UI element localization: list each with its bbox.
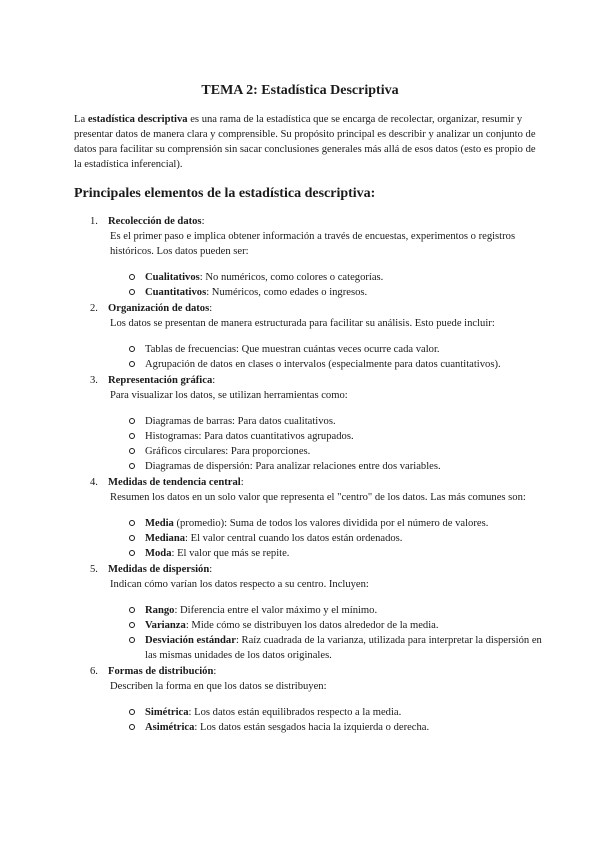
sub-list-item-text: Tablas de frecuencias: Que muestran cuántas veces ocurre cada valor. xyxy=(145,344,440,355)
sub-list-item xyxy=(108,516,544,531)
sub-list-item xyxy=(108,720,544,735)
list-item-description: Indican cómo varían los datos respecto a su centro. Incluyen: xyxy=(110,579,369,590)
intro-text-start: La xyxy=(74,114,88,125)
list-item-description: Los datos se presentan de manera estructurada para facilitar su análisis. Esto puede incluir: xyxy=(110,318,495,329)
circle-bullet-icon xyxy=(129,433,135,439)
circle-bullet-icon xyxy=(129,418,135,424)
list-item-heading-colon: : xyxy=(240,477,244,488)
list-item-number: 4. xyxy=(90,477,98,488)
sub-list xyxy=(108,414,544,474)
list-item-heading xyxy=(108,664,544,679)
sub-list-item-text: : El valor que más se repite. xyxy=(171,548,290,559)
sub-list-item-term: Cualitativos xyxy=(145,272,200,283)
sub-list xyxy=(108,342,544,372)
circle-bullet-icon xyxy=(129,274,135,280)
sub-list-item-term: Desviación estándar xyxy=(145,635,236,646)
list-item-heading xyxy=(108,214,544,229)
circle-bullet-icon xyxy=(129,346,135,352)
list-item xyxy=(74,214,544,300)
sub-list-item xyxy=(108,270,544,285)
list-item-heading-text: Formas de distribución xyxy=(108,666,214,677)
circle-bullet-icon xyxy=(129,448,135,454)
circle-bullet-icon xyxy=(129,289,135,295)
sub-list-item-text: : Numéricos, como edades o ingresos. xyxy=(206,287,368,298)
intro-bold-term: estadística descriptiva xyxy=(87,114,188,125)
sub-list-item-term: Cuantitativos xyxy=(145,287,207,298)
list-item xyxy=(74,562,544,663)
sub-list-item-text: Diagramas de barras: Para datos cualitativos. xyxy=(145,416,336,427)
sub-list-item xyxy=(108,429,544,444)
intro-paragraph xyxy=(74,112,536,172)
sub-list-item-text: : Diferencia entre el valor máximo y el mínimo. xyxy=(174,605,378,616)
sub-list-item-text: Gráficos circulares: Para proporciones. xyxy=(145,446,311,457)
list-item-number: 3. xyxy=(90,375,98,386)
sub-list xyxy=(108,270,544,300)
sub-list xyxy=(108,705,544,735)
sub-list-item xyxy=(108,633,544,663)
circle-bullet-icon xyxy=(129,520,135,526)
sub-list-item-text: : Mide cómo se distribuyen los datos alrededor de la media. xyxy=(185,620,439,631)
intro-text-rest: es una rama de la estadística que se encarga de recolectar, organizar, resumir y presentar datos de manera clara y comprensible. Su propósito principal es describir y analizar un conjunto de datos para facilitar su comprensión sin sacar conclusiones generales más allá de esos datos (esto es propio de la estadística inferencial). xyxy=(74,114,536,170)
list-item xyxy=(74,301,544,372)
sub-list-item-term: Moda xyxy=(145,548,172,559)
sub-list-item-text: Agrupación de datos en clases o intervalos (especialmente para datos cuantitativos). xyxy=(145,359,501,370)
sub-list-item-term: Simétrica xyxy=(145,707,189,718)
elements-list xyxy=(74,214,544,736)
sub-list-item xyxy=(108,357,544,372)
list-item-heading-text: Representación gráfica xyxy=(108,375,213,386)
list-item-number: 1. xyxy=(90,216,98,227)
sub-list-item xyxy=(108,531,544,546)
list-item-heading-text: Organización de datos xyxy=(108,303,210,314)
circle-bullet-icon xyxy=(129,607,135,613)
circle-bullet-icon xyxy=(129,550,135,556)
sub-list-item-term: Asimétrica xyxy=(145,722,195,733)
sub-list-item-text: Diagramas de dispersión: Para analizar relaciones entre dos variables. xyxy=(145,461,441,472)
sub-list-item-term: Rango xyxy=(145,605,175,616)
list-item-heading xyxy=(108,373,544,388)
list-item-heading-colon: : xyxy=(209,564,213,575)
sub-list-item-term: Media xyxy=(145,518,174,529)
sub-list-item-text: : No numéricos, como colores o categorías. xyxy=(199,272,384,283)
sub-list-item-text: : Raíz cuadrada de la varianza, utilizada para interpretar la dispersión en las mismas unidades de los datos originales. xyxy=(145,635,542,661)
circle-bullet-icon xyxy=(129,724,135,730)
list-item-heading-text: Medidas de dispersión xyxy=(108,564,210,575)
sub-list-item xyxy=(108,285,544,300)
sub-list-item-term: Mediana xyxy=(145,533,186,544)
list-item-heading-text: Recolección de datos xyxy=(108,216,202,227)
sub-list-item xyxy=(108,342,544,357)
list-item-heading xyxy=(108,562,544,577)
list-item-heading xyxy=(108,301,544,316)
list-item-description: Para visualizar los datos, se utilizan herramientas como: xyxy=(110,390,348,401)
list-item xyxy=(74,475,544,561)
circle-bullet-icon xyxy=(129,622,135,628)
sub-list xyxy=(108,516,544,561)
sub-list-item-text: : El valor central cuando los datos están ordenados. xyxy=(185,533,403,544)
sub-list-item-text: (promedio): Suma de todos los valores dividida por el número de valores. xyxy=(173,518,489,529)
list-item-description: Es el primer paso e implica obtener información a través de encuestas, experimentos o registros históricos. Los datos pueden ser: xyxy=(110,231,516,257)
list-item-number: 6. xyxy=(90,666,98,677)
circle-bullet-icon xyxy=(129,463,135,469)
sub-list-item-term: Varianza xyxy=(145,620,186,631)
sub-list-item-text: Histogramas: Para datos cuantitativos agrupados. xyxy=(145,431,354,442)
list-item-number: 5. xyxy=(90,564,98,575)
sub-list-item xyxy=(108,603,544,618)
list-item-description: Resumen los datos en un solo valor que representa el "centro" de los datos. Las más comunes son: xyxy=(110,492,526,503)
sub-list-item xyxy=(108,414,544,429)
list-item-number: 2. xyxy=(90,303,98,314)
sub-list-item xyxy=(108,705,544,720)
circle-bullet-icon xyxy=(129,361,135,367)
sub-list-item xyxy=(108,444,544,459)
list-item-heading-colon: : xyxy=(201,216,205,227)
list-item-heading-colon: : xyxy=(213,666,217,677)
sub-list-item xyxy=(108,546,544,561)
list-item-heading-colon: : xyxy=(212,375,216,386)
section-heading: Principales elementos de la estadística descriptiva: xyxy=(74,186,376,201)
sub-list-item-text: : Los datos están equilibrados respecto a la media. xyxy=(188,707,402,718)
sub-list-item xyxy=(108,459,544,474)
circle-bullet-icon xyxy=(129,535,135,541)
list-item-heading xyxy=(108,475,544,490)
document-title: TEMA 2: Estadística Descriptiva xyxy=(201,83,399,98)
list-item-description: Describen la forma en que los datos se distribuyen: xyxy=(110,681,327,692)
sub-list-item xyxy=(108,618,544,633)
sub-list xyxy=(108,603,544,663)
circle-bullet-icon xyxy=(129,637,135,643)
list-item xyxy=(74,373,544,474)
list-item-heading-text: Medidas de tendencia central xyxy=(108,477,241,488)
circle-bullet-icon xyxy=(129,709,135,715)
list-item-heading-colon: : xyxy=(209,303,213,314)
sub-list-item-text: : Los datos están sesgados hacia la izquierda o derecha. xyxy=(194,722,430,733)
list-item xyxy=(74,664,544,735)
